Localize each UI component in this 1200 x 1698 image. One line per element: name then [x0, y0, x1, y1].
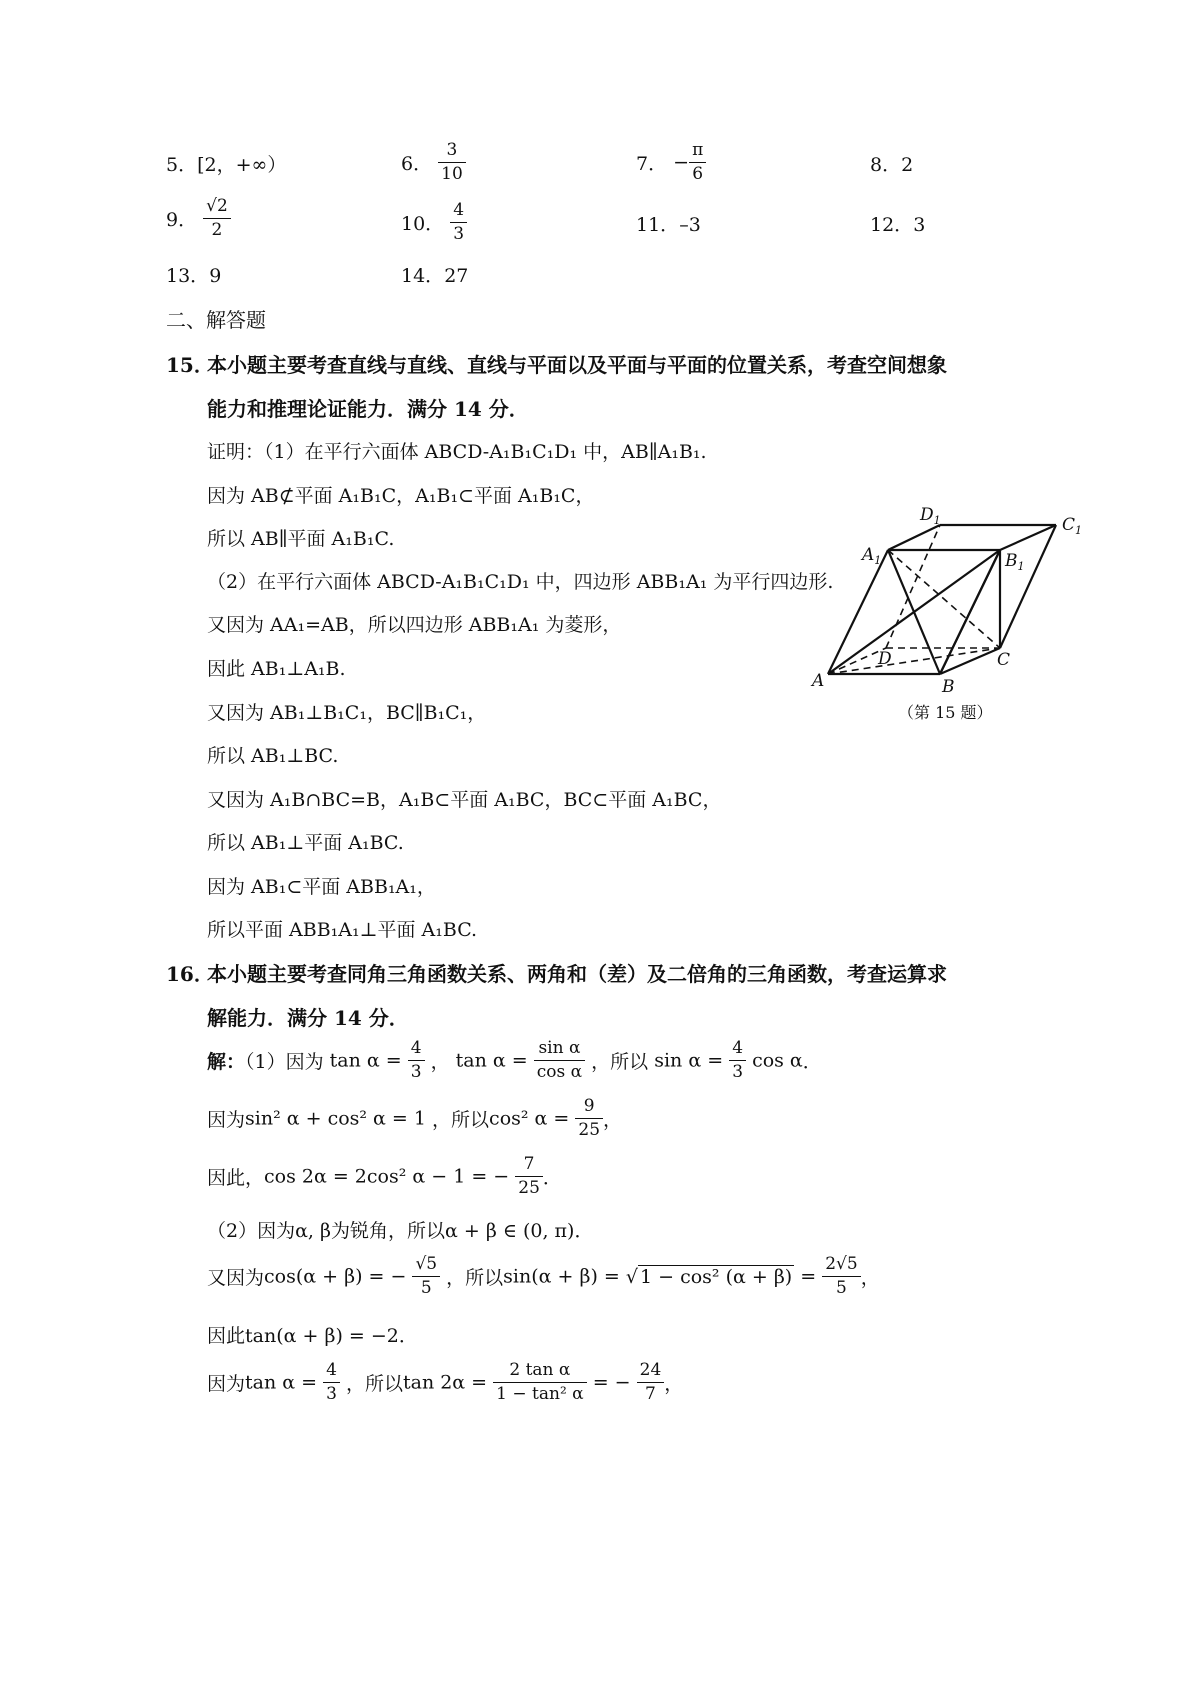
answer-7: 7． − $\frac{\pi}{6}$: [636, 142, 706, 183]
q15-line: 又因为 AA₁=AB，所以四边形 ABB₁A₁ 为菱形，: [207, 614, 622, 636]
q15-line: 因此 AB₁⊥A₁B.: [207, 658, 346, 680]
section-heading: 二、解答题: [166, 308, 266, 332]
label-a: A: [812, 671, 825, 691]
answer-9: 9． $\frac{√2}{2}$: [166, 198, 231, 239]
q15-line: 因为 AB⊄平面 A₁B₁C，A₁B₁⊂平面 A₁B₁C，: [207, 485, 595, 507]
answer-11: 11．–3: [636, 214, 701, 236]
q16-intro-line2: 解能力．满分 14 分．: [207, 1006, 409, 1030]
label-b1: $B_1$: [1005, 551, 1025, 573]
answer-12: 12．3: [870, 214, 926, 236]
q15-line: 所以 AB∥平面 A₁B₁C.: [207, 528, 395, 550]
q16-line7: 因为tan α = $\frac{4}{3}$ ，所以tan 2α = $\frac{\text{2 tan α}}{\text{1 − tan² α}}$ = − $\frac{24}{7}$ ，: [207, 1360, 684, 1404]
label-c1: $C_1$: [1062, 515, 1083, 537]
q15-line: 所以 AB₁⊥平面 A₁BC.: [207, 832, 404, 854]
q16-intro-line1: 本小题主要考查同角三角函数关系、两角和（差）及二倍角的三角函数，考查运算求: [207, 962, 947, 986]
answer-13: 13．9: [166, 265, 222, 287]
q15-line: 证明：（1）在平行六面体 ABCD-A₁B₁C₁D₁ 中，AB∥A₁B₁.: [207, 441, 707, 463]
q15-intro-line2: 能力和推理论证能力．满分 14 分．: [207, 397, 529, 421]
label-c: C: [997, 650, 1011, 670]
q16-line4: （2）因为α, β为锐角，所以α + β ∈ (0, π)．: [207, 1220, 594, 1242]
label-a1: $A_1$: [862, 545, 882, 567]
q15-line: 所以 AB₁⊥BC.: [207, 745, 339, 767]
q16-line2: 因为sin² α + cos² α = 1 ，所以cos² α = $\frac{9}{25}$ ，: [207, 1096, 623, 1140]
label-b: B: [942, 677, 955, 697]
answer-8: 8．2: [870, 154, 914, 176]
q15-line: 因为 AB₁⊂平面 ABB₁A₁，: [207, 876, 436, 898]
q15-intro-line1: 本小题主要考查直线与直线、直线与平面以及平面与平面的位置关系，考查空间想象: [207, 353, 947, 377]
q15-line: 所以平面 ABB₁A₁⊥平面 A₁BC.: [207, 919, 478, 941]
q15-line: 又因为 AB₁⊥B₁C₁，BC∥B₁C₁，: [207, 702, 487, 724]
answer-14: 14．27: [401, 265, 469, 287]
q16-line1: 解：（1）因为 tan α = $\frac{4}{3}$ ， tan α = $\frac{\text{sin α}}{\text{cos α}}$ ，所以 sin α = $\frac{4}{3}$ cos α．: [207, 1038, 822, 1082]
answer-6: 6． $\frac{3}{10}$: [401, 142, 466, 183]
q15-line: 又因为 A₁B∩BC=B，A₁B⊂平面 A₁BC，BC⊂平面 A₁BC，: [207, 789, 722, 811]
q15-number: 15．: [166, 353, 214, 377]
label-d: D: [878, 649, 892, 669]
parallelepiped-figure: [800, 500, 1100, 730]
q15-line: （2）在平行六面体 ABCD-A₁B₁C₁D₁ 中，四边形 ABB₁A₁ 为平行四边形.: [207, 571, 834, 593]
q16-line5: 又因为cos(α + β) = − $\frac{√5}{5}$ ，所以sin(α + β) = √ 1 − cos² (α + β) = $\frac{2√5}{5}$ ，: [207, 1254, 880, 1298]
q16-number: 16．: [166, 962, 214, 986]
q16-line6: 因此tan(α + β) = −2．: [207, 1325, 418, 1347]
answer-5: 5．[2，+∞）: [166, 154, 287, 176]
q16-line3: 因此，cos 2α = 2cos² α − 1 = − $\frac{7}{25}$ ．: [207, 1154, 562, 1198]
answer-10: 10． $\frac{4}{3}$: [401, 202, 467, 243]
figure-caption: （第 15 题）: [898, 703, 993, 722]
label-d1: $D_1$: [920, 505, 941, 527]
